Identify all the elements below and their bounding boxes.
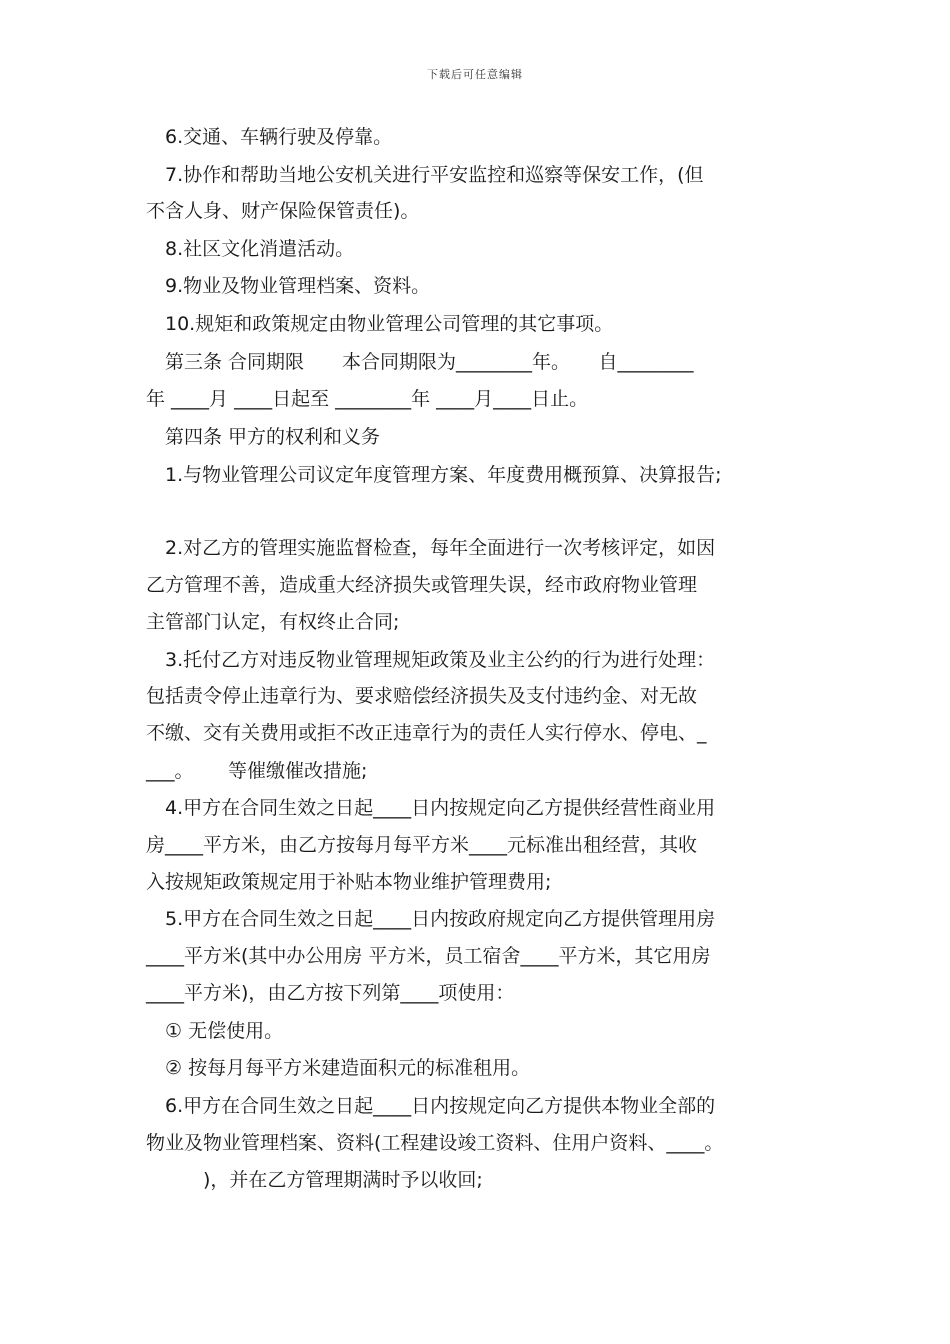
list-item: ② 按每月每平方米建造面积元的标准租用。 [146, 1057, 531, 1079]
paragraph-line: ___。 等催缴催改措施; [146, 760, 368, 782]
paragraph-line: 1.与物业管理公司议定年度管理方案、年度费用概预算、决算报告; [146, 464, 722, 486]
paragraph-line: 4.甲方在合同生效之日起____日内按规定向乙方提供经营性商业用 [146, 797, 716, 819]
paragraph-line: ____平方米)，由乙方按下列第____项使用： [146, 982, 515, 1004]
paragraph-line: 9.物业及物业管理档案、资料。 [146, 275, 431, 297]
paragraph-line: )，并在乙方管理期满时予以收回; [146, 1169, 483, 1191]
paragraph-line: 6.交通、车辆行驶及停靠。 [146, 126, 393, 148]
paragraph-line: 8.社区文化消遣活动。 [146, 238, 355, 260]
paragraph-line: 年 ____月 ____日起至 ________年 ____月____日止。 [146, 388, 589, 410]
paragraph-line: 入按规矩政策规定用于补贴本物业维护管理费用; [146, 871, 552, 893]
page-header: 下载后可任意编辑 [427, 68, 523, 81]
paragraph-line: 不含人身、财产保险保管责任)。 [146, 200, 420, 222]
paragraph-line: 房____平方米，由乙方按每月每平方米____元标准出租经营，其收 [146, 834, 698, 856]
paragraph-line: 3.托付乙方对违反物业管理规矩政策及业主公约的行为进行处理： [146, 649, 716, 671]
paragraph-line: 包括责令停止违章行为、要求赔偿经济损失及支付违约金、对无故 [146, 685, 698, 707]
paragraph-line: 6.甲方在合同生效之日起____日内按规定向乙方提供本物业全部的 [146, 1095, 716, 1117]
paragraph-line: 5.甲方在合同生效之日起____日内按政府规定向乙方提供管理用房 [146, 908, 716, 930]
paragraph-line: 7.协作和帮助当地公安机关进行平安监控和巡察等保安工作，(但 [146, 164, 704, 186]
paragraph-line: 主管部门认定，有权终止合同; [146, 611, 400, 633]
paragraph-line: 物业及物业管理档案、资料(工程建设竣工资料、住用户资料、____。 [146, 1132, 724, 1154]
paragraph-line: 2.对乙方的管理实施监督检查，每年全面进行一次考核评定，如因 [146, 537, 716, 559]
paragraph-line: ____平方米(其中办公用房 平方米，员工宿舍____平方米，其它用房 [146, 945, 711, 967]
paragraph-line: 第三条 合同期限 本合同期限为________年。 自________ [146, 351, 694, 373]
paragraph-line: 乙方管理不善，造成重大经济损失或管理失误，经市政府物业管理 [146, 574, 698, 596]
paragraph-line: 不缴、交有关费用或拒不改正违章行为的责任人实行停水、停电、_ [146, 722, 707, 744]
list-item: ① 无偿使用。 [146, 1020, 284, 1042]
section-heading: 第四条 甲方的权利和义务 [146, 426, 381, 448]
paragraph-line: 10.规矩和政策规定由物业管理公司管理的其它事项。 [146, 313, 614, 335]
